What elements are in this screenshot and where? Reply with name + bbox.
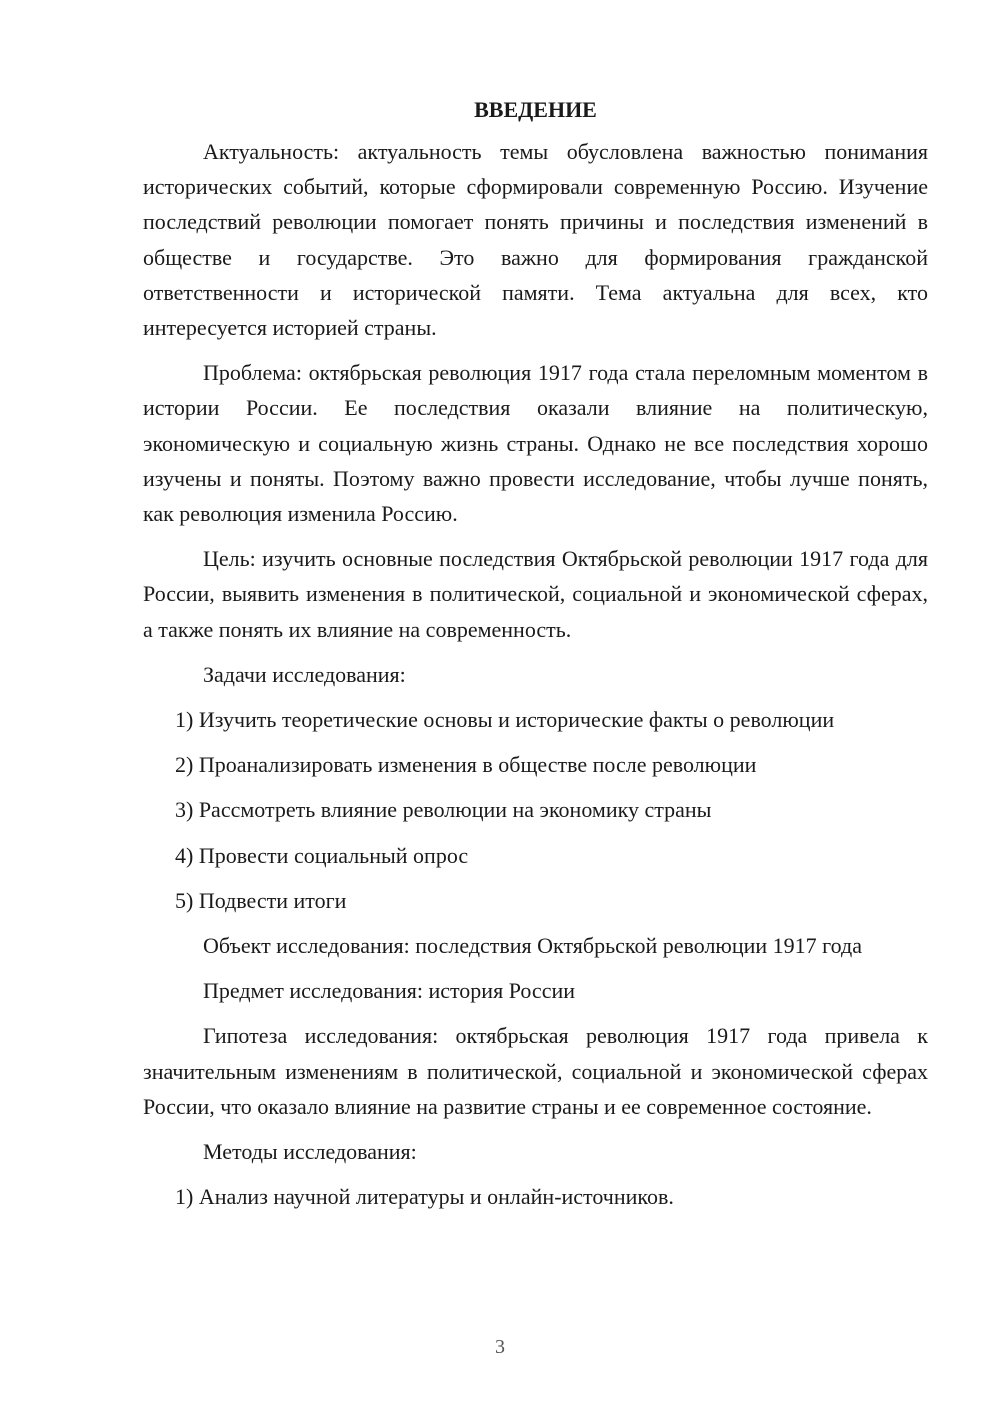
goal-paragraph: Цель: изучить основные последствия Октябрьской революции 1917 года для России, выявить изменения в политической, социальной и экономической сферах, а также понять их влияние на современность.	[143, 546, 928, 642]
document-page	[143, 96, 928, 1224]
subject-paragraph: Предмет исследования: история России	[203, 978, 576, 1004]
tasks-heading: Задачи исследования:	[203, 661, 406, 687]
section-title: ВВЕДЕНИЕ	[474, 97, 597, 122]
methods-heading: Методы исследования:	[203, 1139, 417, 1165]
list-item: 3) Рассмотреть влияние революции на экономику страны	[175, 797, 712, 823]
list-item: 4) Провести социальный опрос	[175, 842, 469, 868]
problem-paragraph: Проблема: октябрьская революция 1917 года стала переломным моментом в истории России. Ее последствия оказали влияние на политическую, экономическую и социальную жизнь страны. Однако не все последствия хорошо изучены и поняты. Поэтому важно провести исследование, чтобы лучше понять, как революция изменила Россию.	[143, 360, 928, 527]
relevance-paragraph: Актуальность: актуальность темы обусловлена важностью понимания исторических событий, которые сформировали современную Россию. Изучение последствий революции помогает понять причины и последствия изменений в обществе и государстве. Это важно для формирования гражданской ответственности и исторической памяти. Тема актуальна для всех, кто интересуется историей страны.	[143, 139, 928, 341]
list-item: 2) Проанализировать изменения в обществе после революции	[175, 752, 757, 778]
object-paragraph: Объект исследования: последствия Октябрьской революции 1917 года	[203, 933, 862, 959]
list-item: 1) Изучить теоретические основы и исторические факты о революции	[175, 707, 835, 733]
hypothesis-paragraph: Гипотеза исследования: октябрьская революция 1917 года привела к значительным изменениям в политической, социальной и экономической сферах России, что оказало влияние на развитие страны и ее современное состояние.	[143, 1023, 928, 1119]
list-item: 1) Анализ научной литературы и онлайн-источников.	[175, 1184, 674, 1210]
page-number: 3	[495, 1336, 505, 1358]
tasks-list	[143, 702, 928, 918]
methods-list	[143, 1179, 928, 1214]
list-item: 5) Подвести итоги	[175, 887, 347, 913]
